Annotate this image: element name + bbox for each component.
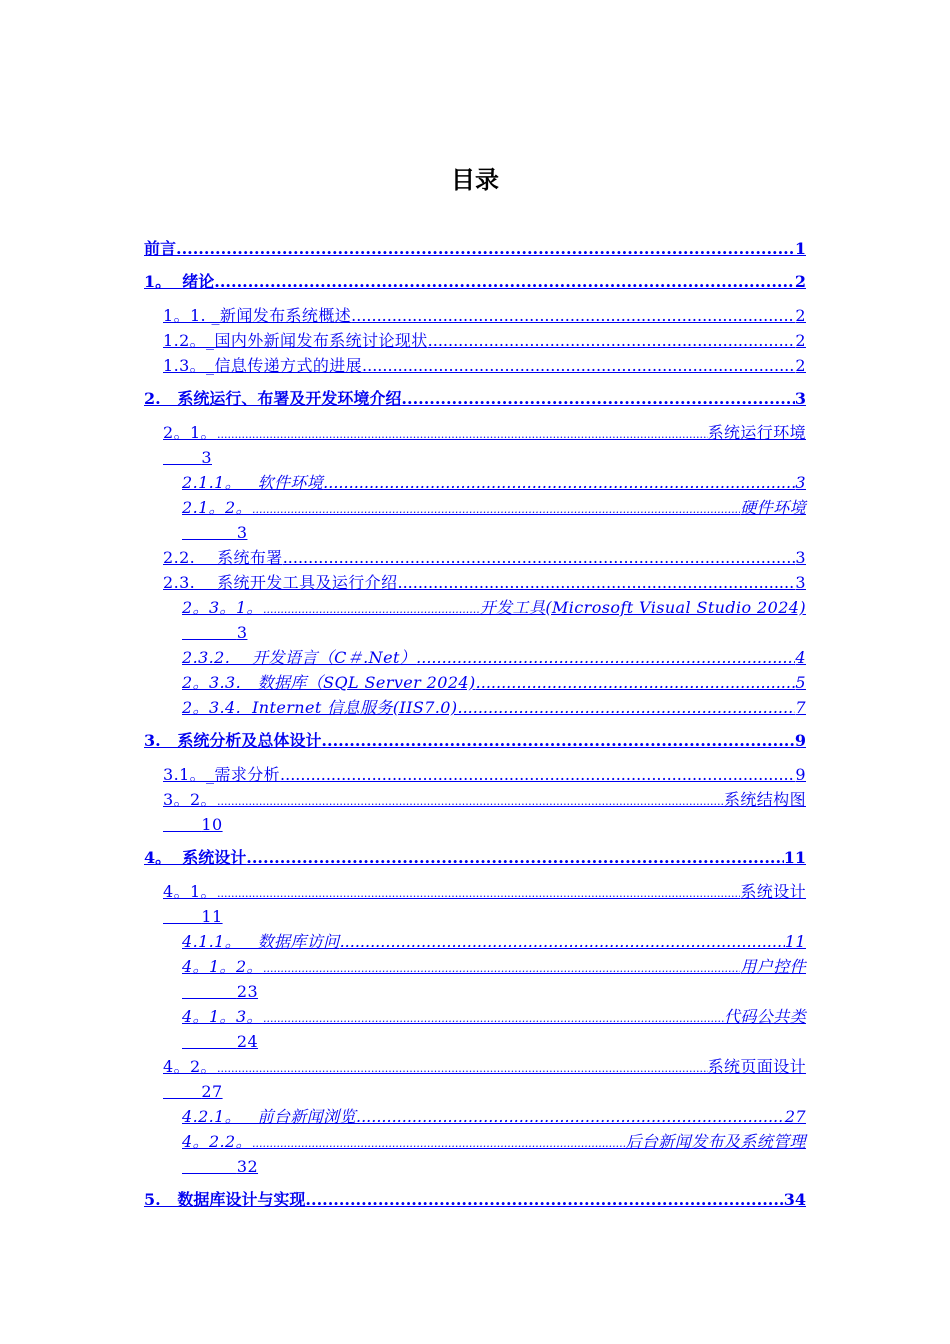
toc-entry-label: 2。3.4. Internet 信息服务(IIS7.0) [182, 698, 458, 717]
toc-entry-level-3[interactable] [144, 595, 806, 645]
toc-entry-level-3[interactable] [144, 1104, 806, 1129]
toc-dot-leader [428, 328, 796, 353]
toc-entry-label: 2.1.1。 软件环境 [182, 473, 324, 492]
toc-entry-label: 2.2. 系统布署 [163, 548, 283, 567]
toc-title: 目录 [451, 166, 499, 194]
toc-page-number: 2 [795, 356, 806, 375]
toc-dot-leader [246, 846, 783, 870]
toc-dot-leader [217, 1056, 708, 1081]
toc-dot-leader [283, 545, 796, 570]
toc-dot-leader [476, 670, 796, 695]
toc-entry-label: 前言 [144, 239, 177, 258]
toc-entry-title: 用户控件 [740, 957, 806, 976]
toc-entry-level-2[interactable] [144, 328, 806, 353]
toc-entry-level-3[interactable] [144, 929, 806, 954]
toc-page-number: 11 [784, 932, 806, 951]
toc-page-number: 3 [201, 448, 212, 467]
toc-page-number: 27 [201, 1082, 223, 1101]
toc-entry-level-2[interactable] [144, 545, 806, 570]
toc-dot-leader [362, 353, 795, 378]
toc-entry-level-2[interactable] [144, 787, 806, 837]
toc-entry-label: 1.2。_国内外新闻发布系统讨论现状 [163, 331, 428, 350]
toc-entry-level-3[interactable] [144, 695, 806, 720]
toc-page-number: 2 [795, 331, 806, 350]
toc-dot-leader [321, 729, 794, 753]
toc-page-number: 3 [795, 473, 806, 492]
toc-dot-leader [401, 387, 794, 411]
toc-dot-leader [340, 929, 785, 954]
toc-entry-label: 1。 绪论 [144, 272, 215, 291]
toc-entry-title: 硬件环境 [740, 498, 806, 517]
toc-page-number: 5 [795, 673, 806, 692]
toc-entry-label: 5. 数据库设计与实现 [144, 1190, 306, 1209]
toc-page-number: 9 [795, 765, 806, 784]
toc-page-number: 3 [795, 573, 806, 592]
toc-page-number: 3 [236, 523, 248, 542]
toc-entry-title: 系统设计 [740, 882, 806, 901]
toc-entry-level-2[interactable] [144, 353, 806, 378]
toc-dot-leader [263, 956, 740, 981]
toc-entry-label: 4。1。2。 [182, 957, 263, 976]
toc-page-number: 23 [236, 982, 259, 1001]
toc-entry-label: 3。2。 [163, 790, 217, 809]
toc-dot-leader [252, 497, 740, 522]
toc-page-number: 24 [236, 1032, 259, 1051]
toc-entry-label: 4。1。3。 [182, 1007, 263, 1026]
toc-entry-level-2[interactable] [144, 303, 806, 328]
toc-page-number: 4 [795, 648, 806, 667]
toc-entry-title: 系统运行环境 [707, 423, 806, 442]
toc-entry-level-1[interactable] [144, 729, 806, 753]
toc-dot-leader [217, 881, 740, 906]
toc-entry-label: 4。2.2。 [182, 1132, 253, 1151]
toc-page-number: 9 [794, 731, 806, 750]
toc-dot-leader [351, 303, 795, 328]
toc-entry-level-2[interactable] [144, 570, 806, 595]
toc-page-number: 2 [794, 272, 806, 291]
toc-dot-leader [280, 762, 795, 787]
toc-dot-leader [305, 1188, 783, 1212]
toc-entry-label: 3. 系统分析及总体设计 [144, 731, 322, 750]
toc-entry-label: 4。 系统设计 [144, 848, 247, 867]
toc-entry-label: 2。3.3. 数据库（SQL Server 2024) [182, 673, 476, 692]
toc-entry-label: 4。1。 [163, 882, 217, 901]
toc-entry-level-3[interactable] [144, 495, 806, 545]
toc-page-number: 11 [783, 848, 806, 867]
toc-entry-label: 3.1。_需求分析 [163, 765, 281, 784]
toc-entry-title: 系统页面设计 [707, 1057, 806, 1076]
toc-entry-level-2[interactable] [144, 1054, 806, 1104]
toc-page-number: 32 [236, 1157, 259, 1176]
toc-dot-leader [356, 1104, 785, 1129]
toc-entry-title: 系统结构图 [723, 790, 806, 809]
toc-entry-level-1[interactable] [144, 270, 806, 294]
toc-entry-label: 1。1. _新闻发布系统概述 [163, 306, 352, 325]
toc-page-number: 1 [794, 239, 806, 258]
toc-entry-level-1[interactable] [144, 846, 806, 870]
toc-entry-label: 1.3。_信息传递方式的进展 [163, 356, 363, 375]
toc-entry-level-2[interactable] [144, 420, 806, 470]
toc-entry-label: 2。3。1。 [182, 598, 263, 617]
toc-dot-leader [397, 570, 795, 595]
toc-entry-level-3[interactable] [144, 1129, 806, 1179]
toc-entry-level-3[interactable] [144, 470, 806, 495]
toc-dot-leader [217, 789, 724, 814]
toc-dot-leader [214, 270, 795, 294]
toc-dot-leader [176, 237, 795, 261]
toc-entry-level-3[interactable] [144, 1004, 806, 1054]
toc-entry-label: 2.1。2。 [182, 498, 253, 517]
toc-entry-label: 2。1。 [163, 423, 217, 442]
toc-page-number: 10 [201, 815, 223, 834]
toc-entry-level-3[interactable] [144, 645, 806, 670]
toc-page-number: 11 [201, 907, 223, 926]
toc-dot-leader [416, 645, 795, 670]
table-of-contents [144, 228, 806, 1221]
toc-page-number: 34 [783, 1190, 806, 1209]
toc-page-number: 3 [236, 623, 248, 642]
toc-dot-leader [457, 695, 795, 720]
toc-dot-leader [217, 422, 708, 447]
toc-entry-label: 4。2。 [163, 1057, 217, 1076]
toc-entry-title: 代码公共类 [723, 1007, 806, 1026]
toc-entry-level-3[interactable] [144, 670, 806, 695]
toc-entry-level-1[interactable] [144, 387, 806, 411]
toc-entry-title: 开发工具(Microsoft Visual Studio 2024) [479, 598, 806, 617]
toc-page-number: 7 [795, 698, 806, 717]
toc-entry-title: 后台新闻发布及系统管理 [625, 1132, 806, 1151]
toc-entry-level-1[interactable] [144, 1188, 806, 1212]
toc-dot-leader [323, 470, 795, 495]
toc-entry-label: 4.2.1。 前台新闻浏览 [182, 1107, 356, 1126]
toc-entry-label: 2. 系统运行、布署及开发环境介绍 [144, 389, 402, 408]
toc-dot-leader [252, 1131, 626, 1156]
toc-entry-level-1[interactable] [144, 237, 806, 261]
toc-dot-leader [263, 1006, 724, 1031]
toc-page-number: 2 [795, 306, 806, 325]
toc-entry-level-3[interactable] [144, 954, 806, 1004]
toc-dot-leader [263, 597, 480, 622]
toc-entry-label: 4.1.1。 数据库访问 [182, 932, 340, 951]
toc-page-number: 27 [784, 1107, 806, 1126]
toc-page-number: 3 [794, 389, 806, 408]
toc-entry-level-2[interactable] [144, 762, 806, 787]
toc-entry-level-2[interactable] [144, 879, 806, 929]
toc-entry-label: 2.3. 系统开发工具及运行介绍 [163, 573, 398, 592]
toc-page-number: 3 [795, 548, 806, 567]
toc-entry-label: 2.3.2. 开发语言（C＃.Net） [182, 648, 417, 667]
